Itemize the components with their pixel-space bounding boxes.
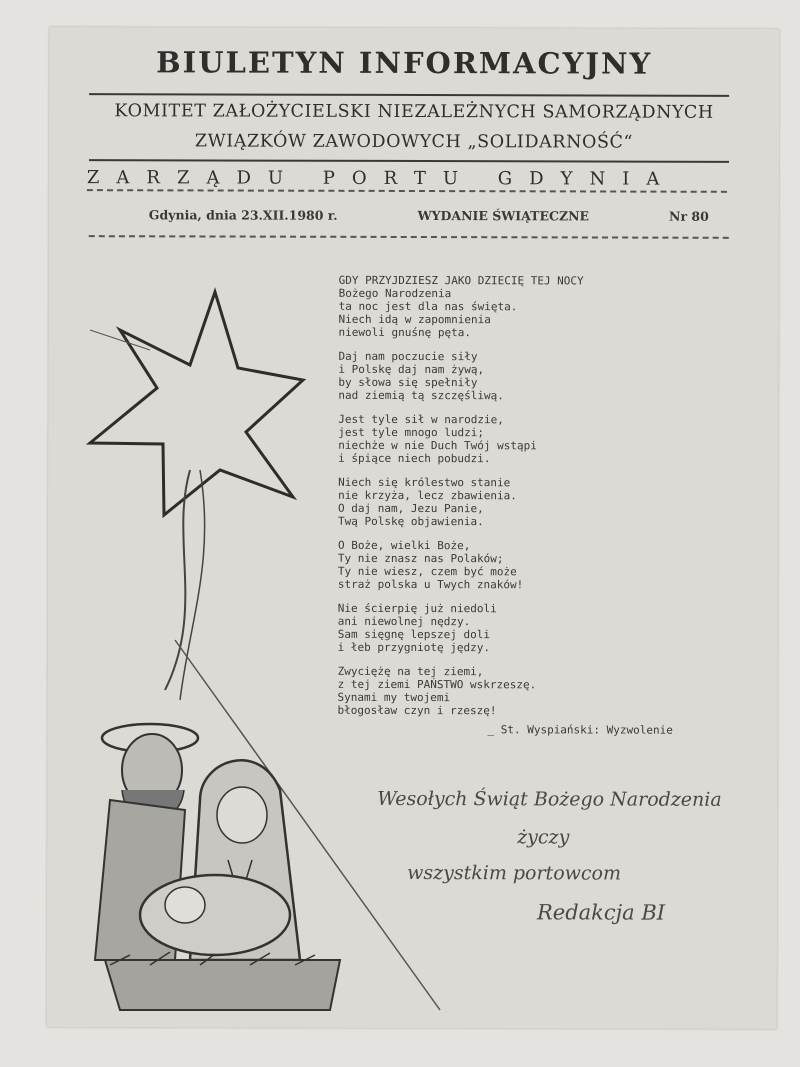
poem-line: i Polskę daj nam żywą, — [338, 362, 485, 377]
poem-line: Niech idą w zapomnienia — [338, 312, 491, 327]
poem-line: nad ziemią tą szczęśliwą. — [338, 388, 504, 403]
poem-line: i śpiące niech pobudzi. — [338, 451, 491, 466]
poem-line: Bożego Narodzenia — [338, 286, 452, 301]
poem-line: niewoli gnuśnę pęta. — [338, 325, 471, 340]
poem-line: Niech się królestwo stanie — [338, 475, 511, 490]
poem-line: Jest tyle sił w narodzie, — [338, 412, 504, 427]
poem-line: Daj nam poczucie siły — [338, 349, 478, 364]
poem-line: O daj nam, Jezu Panie, — [338, 501, 484, 516]
poem-line: nie krzyża, lecz zbawienia. — [338, 488, 517, 503]
greeting-line-3: wszystkim portowcom — [407, 861, 622, 885]
issue-number: Nr 80 — [669, 208, 709, 224]
poem-line: Ty nie znasz nas Polaków; — [337, 551, 504, 566]
port-board-line: ZARZĄDU PORTU GDYNIA — [86, 167, 677, 190]
poem-line: i łeb przygniotę jędzy. — [337, 640, 491, 655]
greeting-line-2: życzy — [517, 826, 570, 849]
poem-line: Ty nie wiesz, czem być może — [337, 564, 517, 579]
signature: Redakcja BI — [536, 900, 666, 925]
poem-line: Zwyciężę na tej ziemi, — [337, 664, 484, 679]
union-line: ZWIĄZKÓW ZAWODOWYCH „SOLIDARNOŚĆ“ — [194, 131, 634, 153]
poem-line: jest tyle mnogo ludzi; — [338, 425, 484, 440]
greeting-line-1: Wesołych Świąt Bożego Narodzenia — [377, 787, 722, 811]
poem-line: GDY PRZYJDZIESZ JAKO DZIECIĘ TEJ NOCY — [338, 273, 584, 288]
committee-line: KOMITET ZAŁOŻYCIELSKI NIEZALEŻNYCH SAMORZĄDNYCH — [114, 101, 714, 123]
poem-line: Sam sięgnę lepszej doli — [337, 627, 491, 642]
star-icon — [90, 292, 303, 515]
poem-line: ta noc jest dla nas święta. — [338, 299, 518, 314]
bulletin-title: BIULETYN INFORMACYJNY — [156, 45, 653, 81]
poem-author: _ St. Wyspiański: Wyzwolenie — [487, 723, 673, 737]
place-date: Gdynia, dnia 23.XII.1980 r. — [148, 207, 338, 223]
poem-line: by słowa się spełniły — [338, 375, 478, 390]
poem-line: ani niewolnej nędzy. — [337, 614, 471, 629]
edition-label: WYDANIE ŚWIĄTECZNE — [417, 208, 590, 224]
poem-line: Nie ścierpię już niedoli — [337, 601, 497, 616]
manger — [105, 960, 340, 1010]
poem-line: z tej ziemi PAŃSTWO wskrzeszę. — [337, 677, 537, 692]
poem-line: niechże w nie Duch Twój wstąpi — [338, 438, 537, 453]
poem-line: Twą Polskę objawienia. — [338, 514, 484, 529]
poem-line: straż polska u Twych znaków! — [337, 577, 524, 592]
poem-line: Synami my twojemi — [337, 690, 451, 705]
poem-line: O Boże, wielki Boże, — [337, 538, 471, 553]
poem-line: błogosław czyn i rzeszę! — [337, 703, 497, 718]
child-figure — [140, 875, 290, 955]
